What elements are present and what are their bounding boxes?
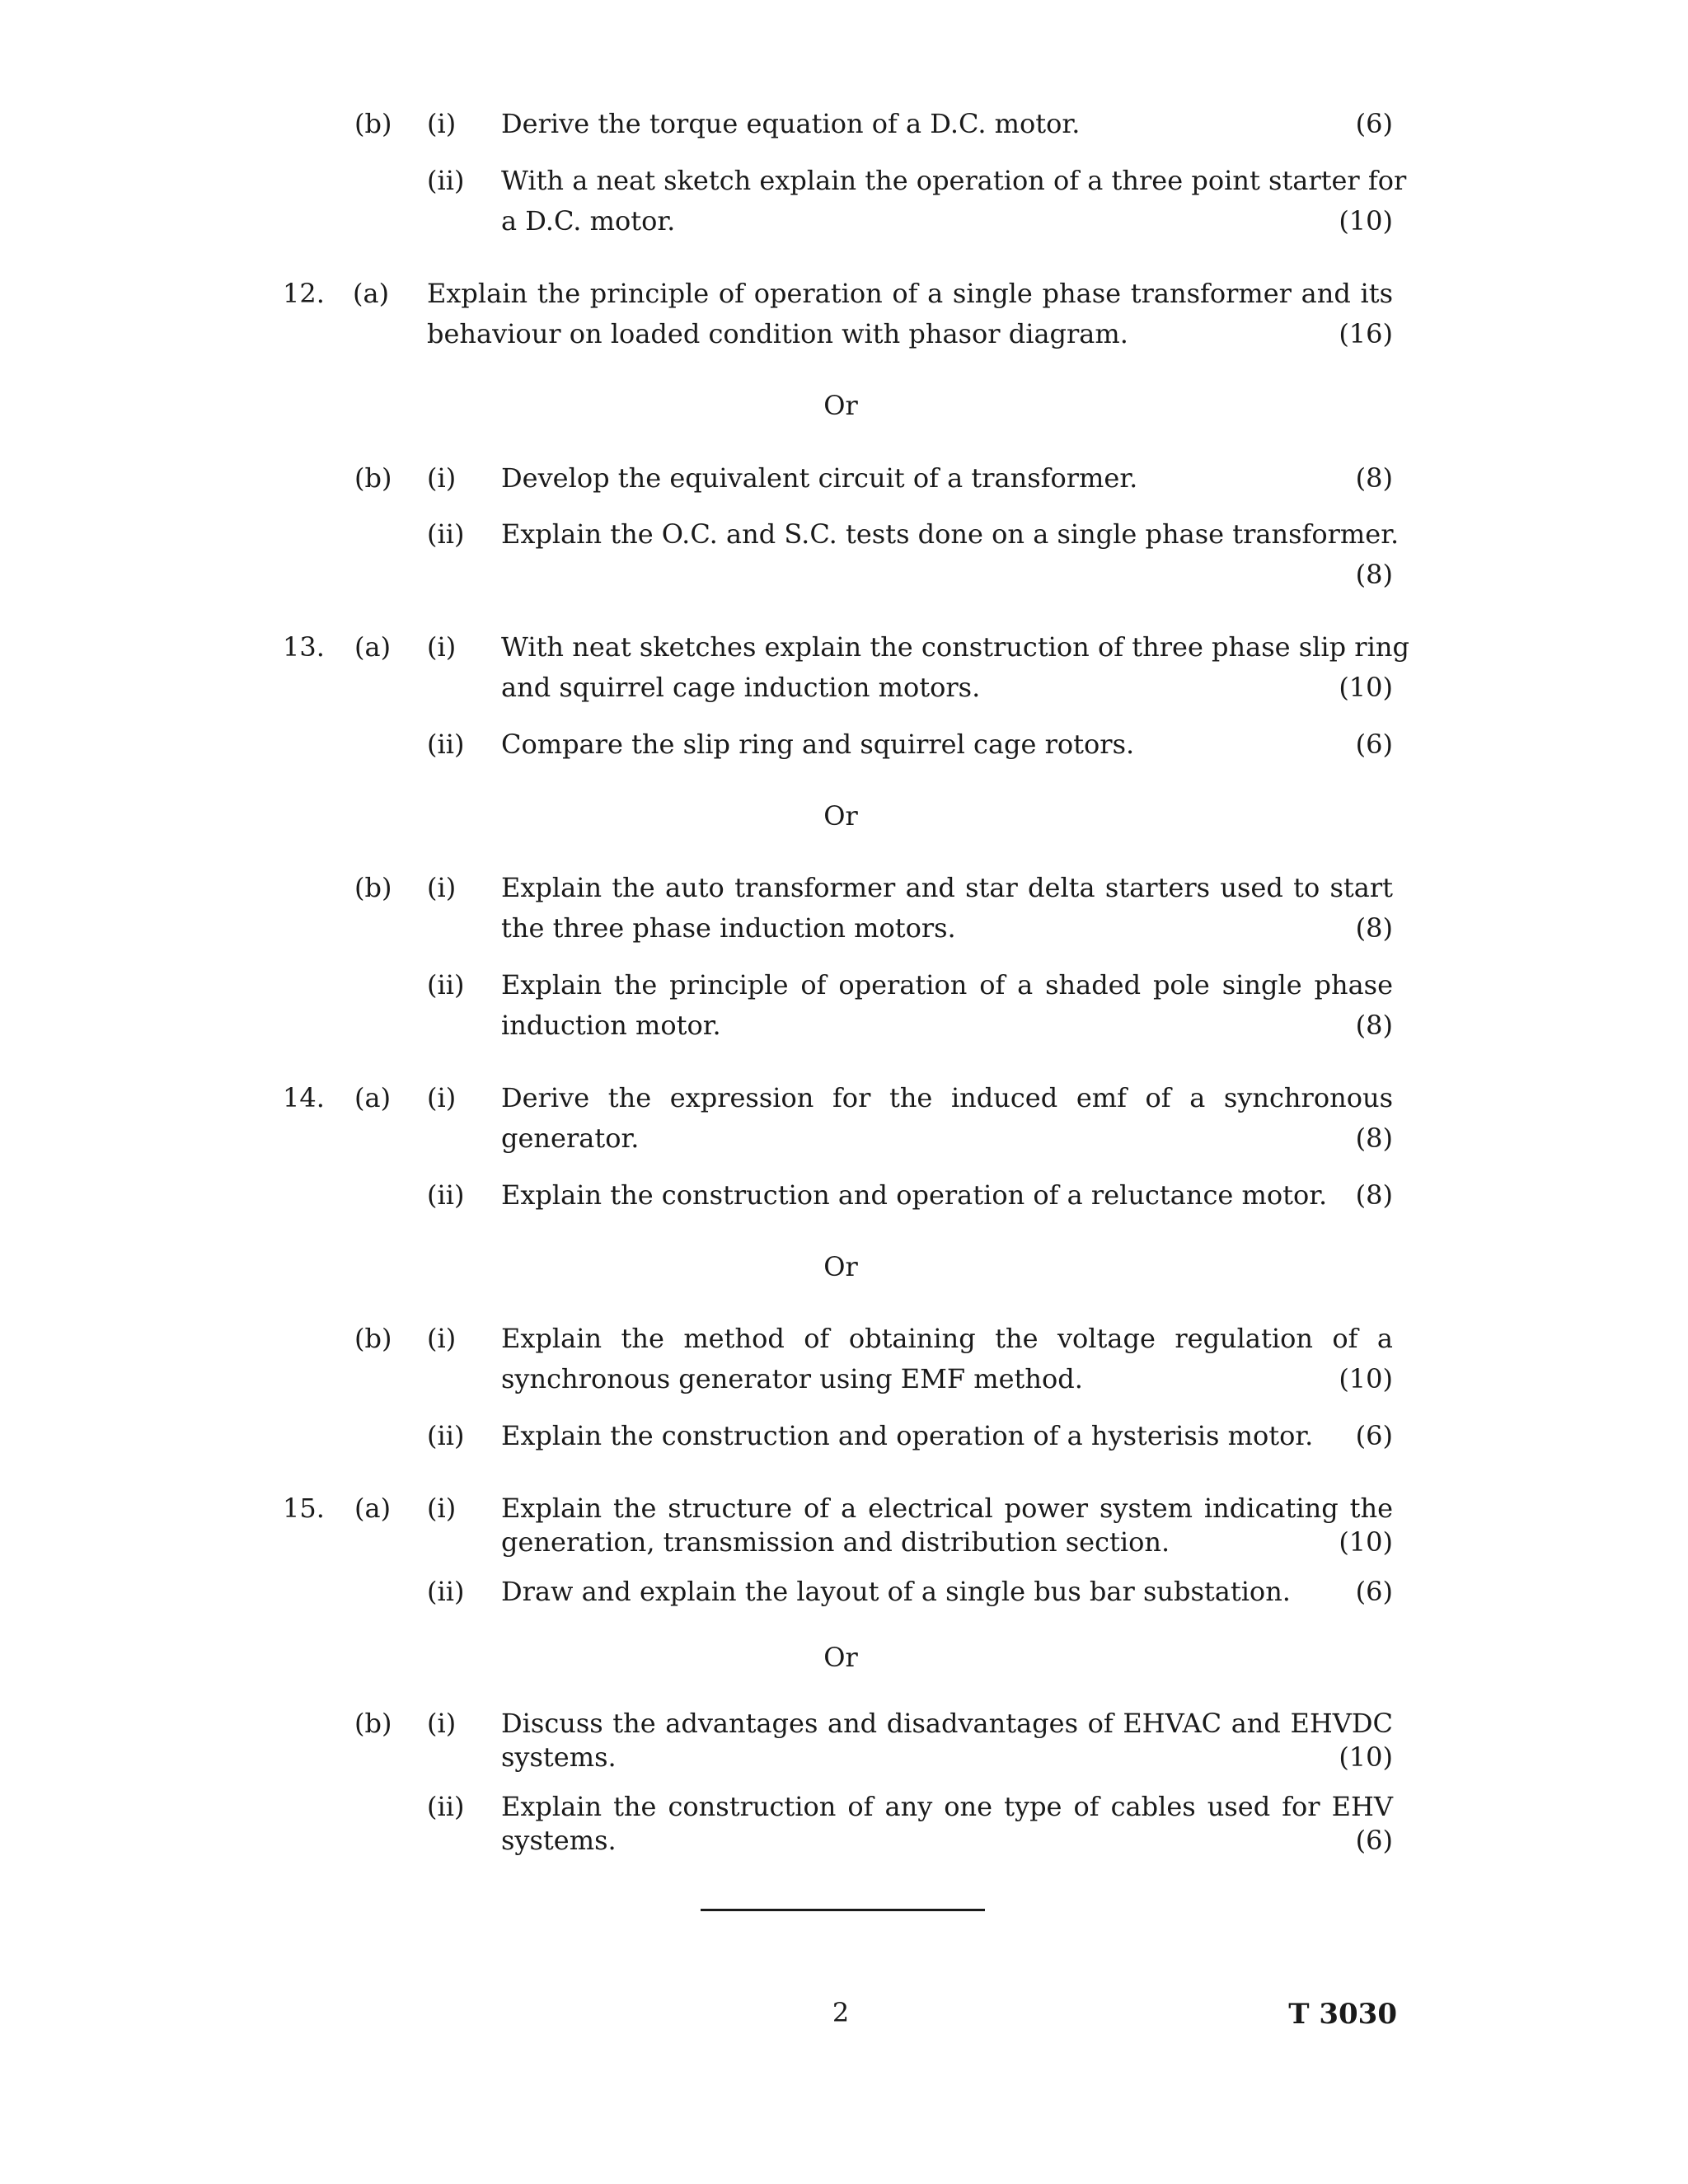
- marks: (8): [1355, 1010, 1393, 1041]
- question-number: 13.: [283, 631, 325, 663]
- question-text: generation, transmission and distribution section.: [501, 1526, 1170, 1558]
- marks: (10): [1339, 1526, 1393, 1558]
- subpart-label: (ii): [427, 1791, 465, 1822]
- subpart-label: (i): [427, 108, 457, 139]
- or-separator: Or: [823, 800, 858, 832]
- question-text: Explain the O.C. and S.C. tests done on a single phase transformer.: [501, 518, 1400, 550]
- subpart-label: (ii): [427, 1576, 465, 1607]
- marks: (10): [1339, 672, 1393, 703]
- or-separator: Or: [823, 1642, 858, 1673]
- question-text: and squirrel cage induction motors.: [501, 672, 981, 703]
- marks: (10): [1339, 1363, 1393, 1394]
- question-text: Explain the structure of a electrical power system indicating the: [501, 1493, 1393, 1524]
- question-text: Compare the slip ring and squirrel cage rotors.: [501, 729, 1135, 760]
- subpart-label: (i): [427, 872, 457, 903]
- marks: (10): [1339, 1741, 1393, 1773]
- question-text: Discuss the advantages and disadvantages of EHVAC and EHVDC: [501, 1708, 1393, 1739]
- marks: (16): [1339, 318, 1393, 349]
- marks: (6): [1355, 1576, 1393, 1607]
- subpart-label: (i): [427, 462, 457, 494]
- question-text: Derive the torque equation of a D.C. motor.: [501, 108, 1081, 139]
- question-text: systems.: [501, 1741, 617, 1773]
- subpart-label: (ii): [427, 165, 465, 196]
- question-number: 14.: [283, 1082, 325, 1113]
- marks: (10): [1339, 205, 1393, 237]
- question-text: generator.: [501, 1122, 640, 1154]
- marks: (8): [1355, 1122, 1393, 1154]
- question-text: Derive the expression for the induced emf of a synchronous: [501, 1082, 1393, 1113]
- question-text: Develop the equivalent circuit of a transformer.: [501, 462, 1138, 494]
- subpart-label: (i): [427, 1708, 457, 1739]
- part-label: (b): [354, 1323, 392, 1354]
- question-text: Explain the principle of operation of a single phase transformer and its: [427, 278, 1393, 309]
- question-text: Explain the construction of any one type of cables used for EHV: [501, 1791, 1393, 1822]
- subpart-label: (i): [427, 1082, 457, 1113]
- marks: (8): [1355, 1179, 1393, 1211]
- part-label: (b): [354, 108, 392, 139]
- or-separator: Or: [823, 390, 858, 421]
- question-text: a D.C. motor.: [501, 205, 676, 237]
- marks: (8): [1355, 912, 1393, 944]
- question-number: 12.: [283, 278, 325, 309]
- subpart-label: (ii): [427, 1179, 465, 1211]
- part-label: (b): [354, 872, 392, 903]
- part-label: (a): [354, 631, 392, 663]
- question-text: Explain the auto transformer and star delta starters used to start: [501, 872, 1393, 903]
- marks: (6): [1355, 729, 1393, 760]
- subpart-label: (i): [427, 1323, 457, 1354]
- marks: (8): [1355, 559, 1393, 590]
- question-text: With neat sketches explain the construction of three phase slip ring: [501, 631, 1409, 663]
- end-rule: [701, 1909, 985, 1911]
- question-text: synchronous generator using EMF method.: [501, 1363, 1083, 1394]
- question-number: 15.: [283, 1493, 325, 1524]
- marks: (6): [1355, 1420, 1393, 1451]
- subpart-label: (ii): [427, 518, 465, 550]
- question-text: behaviour on loaded condition with phasor diagram.: [427, 318, 1128, 349]
- question-text: Explain the principle of operation of a shaded pole single phase: [501, 969, 1393, 1001]
- marks: (6): [1355, 108, 1393, 139]
- question-text: Explain the method of obtaining the voltage regulation of a: [501, 1323, 1393, 1354]
- part-label: (b): [354, 1708, 392, 1739]
- subpart-label: (ii): [427, 729, 465, 760]
- question-text: With a neat sketch explain the operation of a three point starter for: [501, 165, 1407, 196]
- marks: (6): [1355, 1825, 1393, 1856]
- part-label: (a): [354, 1082, 392, 1113]
- part-label: (b): [354, 462, 392, 494]
- subpart-label: (ii): [427, 969, 465, 1001]
- part-label: (a): [354, 1493, 392, 1524]
- subpart-label: (i): [427, 1493, 457, 1524]
- question-text: systems.: [501, 1825, 617, 1856]
- paper-code: T 3030: [1288, 1998, 1397, 2031]
- question-text: the three phase induction motors.: [501, 912, 956, 944]
- subpart-label: (ii): [427, 1420, 465, 1451]
- question-text: induction motor.: [501, 1010, 721, 1041]
- or-separator: Or: [823, 1251, 858, 1282]
- marks: (8): [1355, 462, 1393, 494]
- question-text: Explain the construction and operation of a reluctance motor.: [501, 1179, 1328, 1211]
- subpart-label: (i): [427, 631, 457, 663]
- question-text: Draw and explain the layout of a single bus bar substation.: [501, 1576, 1291, 1607]
- part-label: (a): [353, 278, 390, 309]
- question-text: Explain the construction and operation of a hysterisis motor.: [501, 1420, 1314, 1451]
- page-number: 2: [832, 1997, 850, 2028]
